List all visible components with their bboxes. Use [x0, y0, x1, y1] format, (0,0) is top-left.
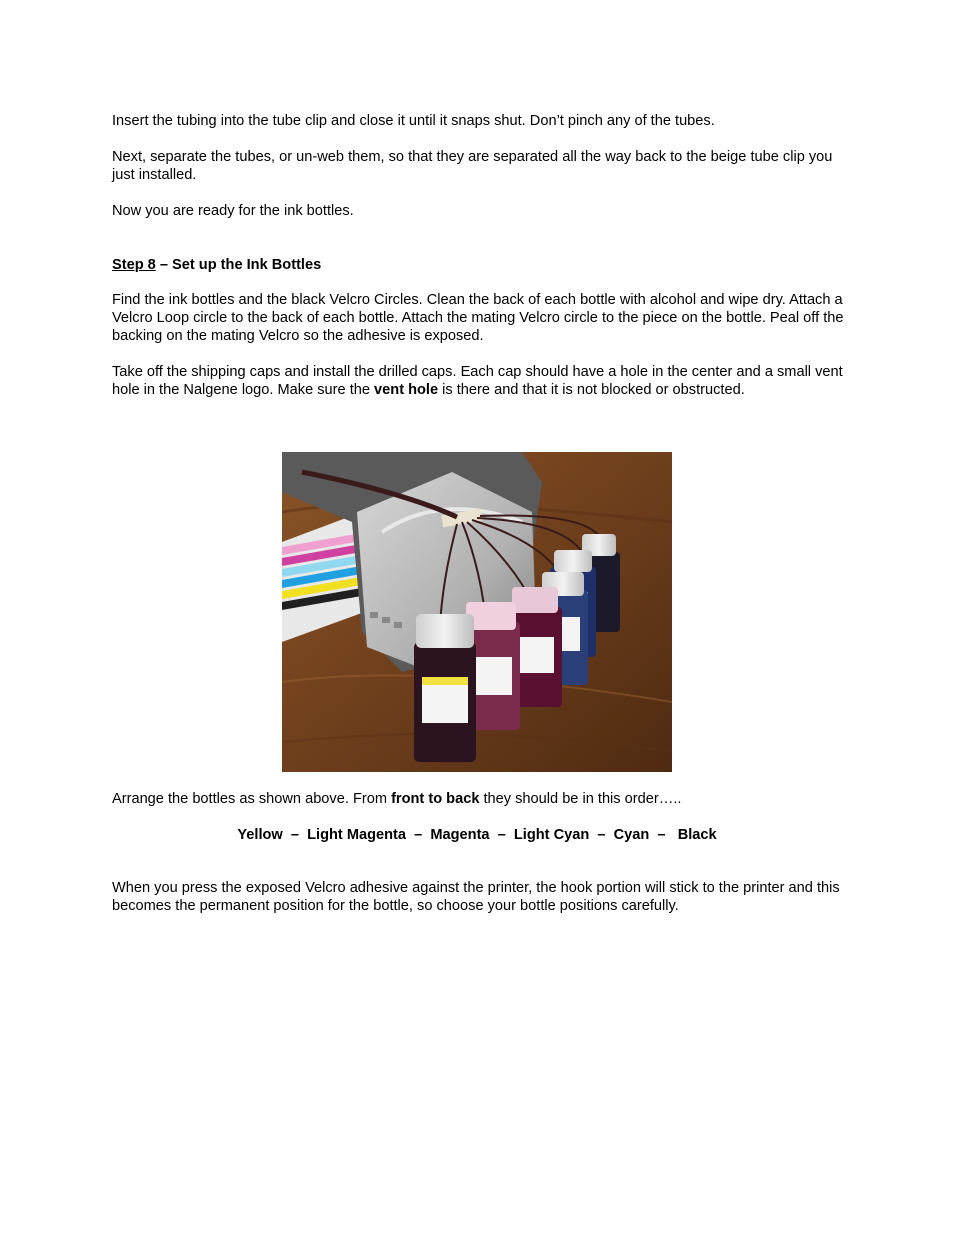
bottle-order: Yellow – Light Magenta – Magenta – Light Cyan – Cyan – Black	[237, 827, 717, 843]
caps-text-2: is there and that it is not blocked or obstructed.	[438, 382, 745, 398]
caps-text-1: Take off the shipping caps and install the drilled caps. Each cap should have a hole in the center and a small vent hole in the Nalgene logo. Make sure the	[112, 364, 843, 398]
paragraph-arrange	[112, 790, 852, 808]
bottle-yellow	[414, 614, 476, 762]
step-label: Step 8	[112, 257, 156, 273]
step-heading	[112, 256, 852, 274]
arrange-text-1: Arrange the bottles as shown above. From	[112, 791, 392, 807]
arrange-text-bold: front to back	[391, 791, 480, 807]
arrange-text-2: they should be in this order…..	[479, 791, 682, 807]
step-title: – Set up the Ink Bottles	[155, 257, 322, 273]
paragraph-velcro: Find the ink bottles and the black Velcro Circles. Clean the back of each bottle with alcohol and wipe dry. Attach a Velcro Loop circle to the back of each bottle. Attach the mating Velcro circle to the piece on the bottle. Peal off the backing on the mating Velcro so the adhesive is exposed.	[112, 292, 844, 344]
caps-text-bold: vent hole	[374, 382, 439, 398]
paragraph-separate-tubes: Next, separate the tubes, or un-web them, so that they are separated all the way back to the beige tube clip you just installed.	[112, 149, 833, 183]
paragraph-ready: Now you are ready for the ink bottles.	[112, 203, 354, 219]
paragraph-caps	[112, 363, 852, 399]
paragraph-permanent: When you press the exposed Velcro adhesive against the printer, the hook portion will stick to the printer and this becomes the permanent position for the bottle, so choose your bottle positions carefully.	[112, 880, 840, 914]
paragraph-tube-clip: Insert the tubing into the tube clip and close it until it snaps shut. Don’t pinch any of the tubes.	[112, 113, 715, 129]
ink-bottles-photo	[282, 452, 672, 772]
